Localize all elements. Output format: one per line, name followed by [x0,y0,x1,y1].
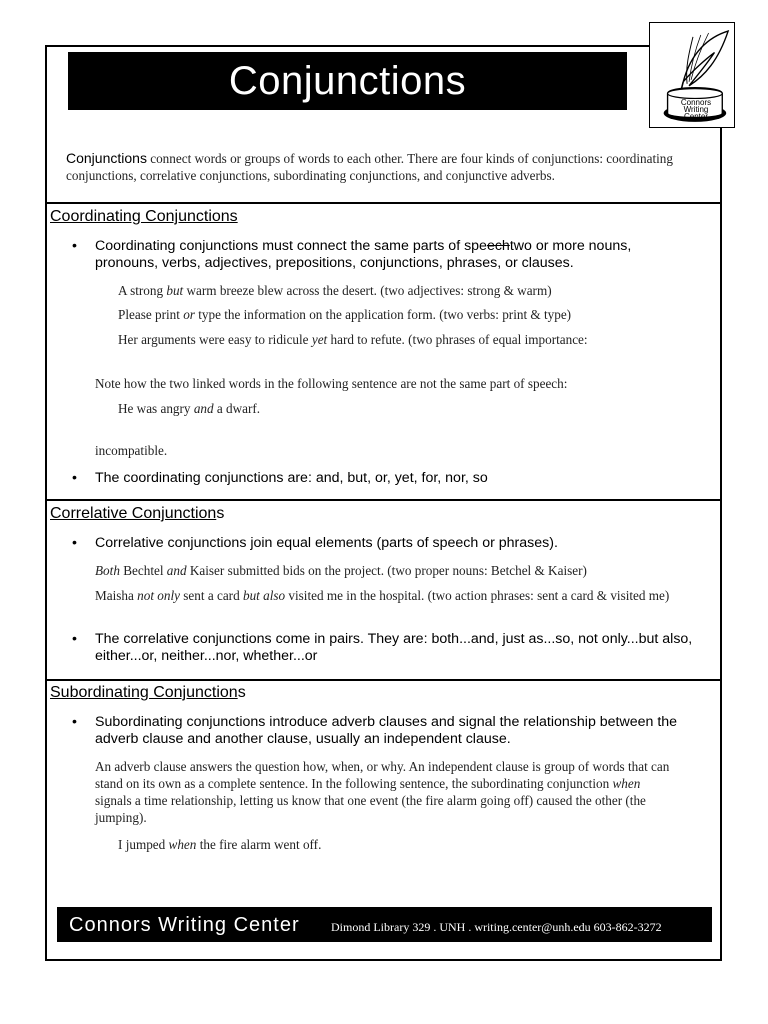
coordinating-example-1: A strong but warm breeze blew across the desert. (two adjectives: strong & warm) [118,283,552,298]
section-divider [45,679,722,681]
bullet-dot-icon: • [72,238,77,254]
conjunction-word: Both [95,563,120,578]
subordinating-heading-text: Subordinating Conjunction [50,684,238,701]
conjunction-word: or [183,307,195,322]
subordinating-heading [50,684,246,702]
logo-line-3: Center [683,112,708,121]
correlative-heading-text: Correlative Conjunction [50,505,217,522]
conjunction-word: when [168,837,197,852]
bullet-dot-icon: • [72,631,77,647]
subordinating-paragraph: An adverb clause answers the question how, when, or why. An independent clause is group of words that can stand on its own as a complete sentence. In the following sentence, the subordinating conjunction when signals a time relationship, letting us know that one event (the fire alarm going off) caused the other (the jumping). [95,759,670,825]
conjunction-word: when [612,776,641,791]
writing-center-logo [649,22,735,128]
conjunction-word: and [166,563,187,578]
correlative-heading [50,505,224,523]
conjunction-word: yet [311,332,328,347]
correlative-heading-tail: s [216,505,225,522]
footer-contact: Dimond Library 329 . UNH . writing.center@unh.edu 603-862-3272 [331,920,662,934]
conjunction-word: and [193,401,214,416]
bullet-text: The coordinating conjunctions are: and, but, or, yet, for, nor, so [95,470,488,486]
bullet-text-cont: two or more nouns, pronouns, verbs, adjectives, prepositions, conjunctions, phrases, or clauses. [95,238,632,271]
logo-name [674,99,718,120]
intro-lead: Conjunctions [66,150,147,166]
coordinating-example-4: He was angry and a dwarf. [118,401,261,416]
coordinating-heading [50,208,238,226]
bullet-dot-icon: • [72,535,77,551]
subordinating-heading-tail: s [237,684,246,701]
footer-bar [57,907,712,942]
logo-line-1: Connors [680,98,712,107]
bullet-text: Subordinating conjunctions introduce adverb clauses and signal the relationship between the adverb clause and another clause, usually an independent clause. [95,714,678,747]
page-title: Conjunctions [68,52,627,110]
struck-text: ech [486,238,510,254]
coordinating-incompatible: incompatible. [95,443,168,458]
intro-paragraph [66,150,706,184]
conjunction-word: but also [242,588,286,603]
section-divider [45,202,722,204]
coordinating-example-3: Her arguments were easy to ridicule yet hard to refute. (two phrases of equal importance: [118,332,588,347]
subordinating-example-1: I jumped when the fire alarm went off. [118,837,322,852]
conjunction-word: not only [137,588,180,603]
section-divider [45,499,722,501]
coordinating-note: Note how the two linked words in the following sentence are not the same part of speech: [95,376,568,391]
footer-brand: Connors Writing Center [69,914,300,936]
bullet-text: Correlative conjunctions join equal elements (parts of speech or phrases). [95,535,558,551]
intro-text: connect words or groups of words to each other. There are four kinds of conjunctions: coordinating conjunctions, correlative conjunctions, subordinating conjunctions, and conjunctive adverbs. [66,151,673,183]
bullet-text: The correlative conjunctions come in pairs. They are: both...and, just as...so, not only...but also, either...or, neither...nor, whether...or [95,631,693,664]
coordinating-heading-text: Coordinating Conjunctions [50,208,238,225]
bullet-dot-icon: • [72,470,77,486]
correlative-example-2: Maisha not only sent a card but also visited me in the hospital. (two action phrases: sent a card & visited me) [95,588,670,603]
bullet-dot-icon: • [72,714,77,730]
logo-line-2: Writing [683,105,709,114]
conjunction-word: but [166,283,184,298]
coordinating-example-2: Please print or type the information on the application form. (two verbs: print & type) [118,307,572,322]
correlative-example-1: Both Bechtel and Kaiser submitted bids on the project. (two proper nouns: Betchel & Kaiser) [95,563,587,578]
bullet-text: Coordinating conjunctions must connect the same parts of spe [95,238,487,254]
